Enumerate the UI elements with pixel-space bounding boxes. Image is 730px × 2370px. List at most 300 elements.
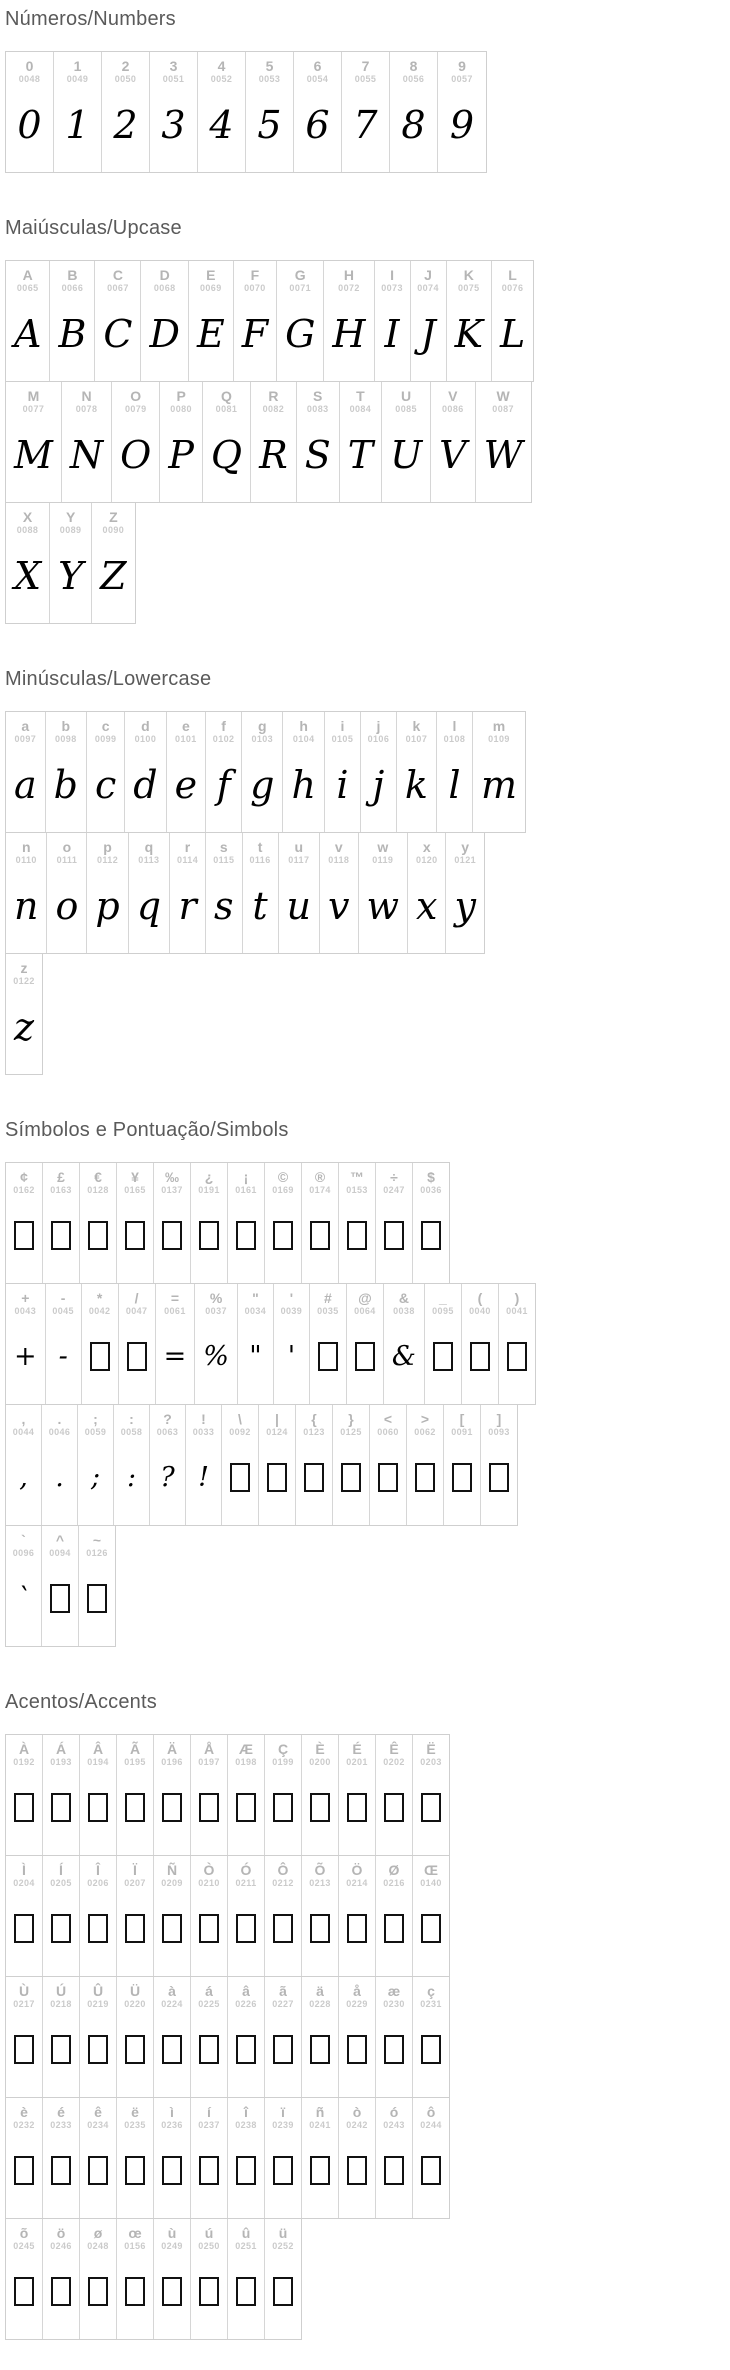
- glyph-cell: [154, 1856, 191, 1976]
- unicode-code-label: 0106: [367, 734, 390, 745]
- unicode-code-label: 0086: [442, 404, 464, 415]
- unicode-code-label: 0048: [18, 74, 41, 85]
- glyph-preview: 0: [17, 102, 42, 147]
- unicode-code-label: 0125: [340, 1427, 362, 1438]
- glyph-preview: =: [163, 1341, 187, 1373]
- glyph-preview: [345, 1197, 369, 1275]
- glyph-preview: [345, 1769, 369, 1847]
- unicode-code-label: 0213: [309, 1878, 331, 1889]
- missing-glyph-box: [310, 2156, 330, 2185]
- character-label: æ: [387, 1983, 401, 1999]
- glyph-preview: C: [103, 311, 133, 356]
- unicode-code-label: 0080: [170, 404, 192, 415]
- missing-glyph-box: [378, 1463, 398, 1492]
- glyph-preview: j: [372, 762, 385, 807]
- character-label: $: [427, 1169, 435, 1185]
- glyph-cell: [6, 1405, 42, 1525]
- glyph-preview: [49, 2132, 73, 2210]
- missing-glyph-box: [14, 1221, 34, 1250]
- glyph-cell: [154, 1735, 191, 1855]
- unicode-code-label: 0119: [372, 855, 394, 866]
- missing-glyph-box: [14, 2035, 34, 2064]
- glyph-preview: s: [214, 883, 234, 928]
- character-label: u: [294, 839, 304, 855]
- character-label: Õ: [314, 1862, 326, 1878]
- glyph-preview: [123, 1890, 147, 1968]
- glyph-cell: [333, 1405, 370, 1525]
- unicode-code-label: 0211: [235, 1878, 257, 1889]
- character-label: Ö: [351, 1862, 363, 1878]
- character-label: ô: [426, 2104, 436, 2120]
- glyph-preview: r: [178, 883, 197, 928]
- unicode-code-label: 0219: [87, 1999, 109, 2010]
- glyph-preview: [308, 1197, 332, 1275]
- glyph-preview: [271, 1769, 295, 1847]
- unicode-code-label: 0162: [13, 1185, 35, 1196]
- unicode-code-label: 0140: [420, 1878, 442, 1889]
- character-label: â: [242, 1983, 250, 1999]
- unicode-code-label: 0191: [198, 1185, 220, 1196]
- glyph-preview: [234, 1197, 258, 1275]
- unicode-code-label: 0043: [14, 1306, 37, 1317]
- glyph-preview: [419, 1890, 443, 1968]
- glyph-preview: 3: [161, 102, 186, 147]
- glyph-preview: t: [252, 883, 268, 928]
- glyph-cell: [198, 52, 246, 172]
- character-label: =: [170, 1290, 180, 1306]
- section-numbers: [5, 8, 730, 173]
- missing-glyph-box: [127, 1342, 147, 1371]
- unicode-code-label: 0200: [309, 1757, 331, 1768]
- glyph-cell: [265, 2098, 302, 2218]
- glyph-cell: [80, 1163, 117, 1283]
- glyph-cell: [189, 261, 234, 381]
- glyph-preview: m: [480, 762, 517, 807]
- missing-glyph-box: [304, 1463, 324, 1492]
- glyph-preview: [160, 2132, 184, 2210]
- missing-glyph-box: [162, 1914, 182, 1943]
- glyph-cell: [80, 1735, 117, 1855]
- missing-glyph-box: [236, 1793, 256, 1822]
- character-label: }: [348, 1411, 354, 1427]
- unicode-code-label: 0202: [383, 1757, 405, 1768]
- unicode-code-label: 0207: [124, 1878, 146, 1889]
- missing-glyph-box: [199, 1914, 219, 1943]
- glyph-preview: [413, 1439, 437, 1517]
- unicode-code-label: 0102: [212, 734, 235, 745]
- unicode-code-label: 0234: [87, 2120, 109, 2131]
- missing-glyph-box: [88, 1793, 108, 1822]
- glyph-preview: [382, 2132, 406, 2210]
- character-label: ™: [350, 1169, 364, 1185]
- glyph-cell: [43, 1735, 80, 1855]
- unicode-code-label: 0053: [258, 74, 281, 85]
- character-label: !: [201, 1411, 206, 1427]
- unicode-code-label: 0112: [96, 855, 119, 866]
- character-label: Z: [109, 509, 118, 525]
- glyph-cell: [80, 2098, 117, 2218]
- unicode-code-label: 0241: [309, 2120, 331, 2131]
- glyph-cell: [370, 1405, 407, 1525]
- character-label: j: [376, 718, 381, 734]
- missing-glyph-box: [341, 1463, 361, 1492]
- section-symbols: [5, 1119, 730, 1647]
- glyph-preview: k: [404, 762, 428, 807]
- character-label: n: [21, 839, 31, 855]
- glyph-cell: [117, 1977, 154, 2097]
- character-label: v: [334, 839, 343, 855]
- glyph-cell: [47, 833, 87, 953]
- glyph-preview: [197, 1197, 221, 1275]
- glyph-cell: [222, 1405, 259, 1525]
- glyph-preview: ?: [160, 1462, 175, 1494]
- unicode-code-label: 0214: [346, 1878, 368, 1889]
- character-label: ÷: [390, 1169, 398, 1185]
- missing-glyph-box: [199, 2156, 219, 2185]
- unicode-code-label: 0199: [272, 1757, 294, 1768]
- character-label: 0: [25, 58, 34, 74]
- character-label: Y: [65, 509, 76, 525]
- glyph-cell: [6, 712, 46, 832]
- missing-glyph-box: [14, 2156, 34, 2185]
- glyph-preview: [12, 2253, 36, 2331]
- glyph-preview: [49, 1890, 73, 1968]
- missing-glyph-box: [162, 1793, 182, 1822]
- glyph-cell: [129, 833, 170, 953]
- unicode-code-label: 0230: [383, 1999, 405, 2010]
- unicode-code-label: 0217: [13, 1999, 35, 2010]
- character-label: t: [257, 839, 263, 855]
- glyph-cell: [302, 1856, 339, 1976]
- character-label: ¿: [204, 1169, 214, 1185]
- section-title-accents: Acentos/Accents: [5, 1691, 157, 1713]
- unicode-code-label: 0063: [156, 1427, 179, 1438]
- glyph-preview: [234, 1890, 258, 1968]
- character-label: X: [22, 509, 33, 525]
- character-label: 6: [313, 58, 322, 74]
- glyph-cell: [6, 52, 54, 172]
- character-label: ©: [277, 1169, 289, 1185]
- glyph-cell: [62, 382, 112, 502]
- glyph-cell: [339, 1735, 376, 1855]
- character-label: `: [21, 1532, 26, 1548]
- glyph-cell: [339, 1856, 376, 1976]
- glyph-cell: [376, 1735, 413, 1855]
- unicode-code-label: 0201: [346, 1757, 368, 1768]
- glyph-preview: [316, 1318, 340, 1396]
- character-label: E: [206, 267, 216, 283]
- glyph-cell: [444, 1405, 481, 1525]
- character-label: #: [324, 1290, 332, 1306]
- unicode-code-label: 0116: [249, 855, 271, 866]
- missing-glyph-box: [51, 1221, 71, 1250]
- glyph-preview: Q: [210, 432, 243, 477]
- character-label: <: [383, 1411, 393, 1427]
- character-label: ": [252, 1290, 259, 1306]
- character-label: 9: [458, 58, 466, 74]
- glyph-preview: -: [58, 1341, 68, 1373]
- character-label: û: [241, 2225, 251, 2241]
- glyph-cell: [339, 2098, 376, 2218]
- glyph-preview: i: [336, 762, 349, 807]
- glyph-cell: [324, 261, 374, 381]
- missing-glyph-box: [199, 1221, 219, 1250]
- missing-glyph-box: [347, 1914, 367, 1943]
- glyph-preview: [382, 1890, 406, 1968]
- character-label: ø: [93, 2225, 103, 2241]
- glyph-preview: [160, 2253, 184, 2331]
- unicode-code-label: 0037: [205, 1306, 227, 1317]
- character-label: ]: [496, 1411, 502, 1427]
- glyph-preview: [271, 1197, 295, 1275]
- glyph-cell: [413, 1977, 449, 2097]
- glyph-cell: [407, 1405, 444, 1525]
- glyph-preview: [197, 2132, 221, 2210]
- unicode-code-label: 0065: [16, 283, 39, 294]
- unicode-code-label: 0153: [346, 1185, 368, 1196]
- missing-glyph-box: [310, 2035, 330, 2064]
- glyph-row: [5, 51, 487, 173]
- glyph-preview: [234, 2132, 258, 2210]
- glyph-preview: `: [16, 1583, 31, 1615]
- glyph-preview: B: [58, 311, 87, 356]
- glyph-preview: 4: [209, 102, 234, 147]
- glyph-cell: [413, 2098, 449, 2218]
- character-label: ò: [352, 2104, 362, 2120]
- glyph-cell: [228, 1163, 265, 1283]
- character-label: å: [353, 1983, 361, 1999]
- glyph-preview: [197, 2253, 221, 2331]
- glyph-preview: [86, 2132, 110, 2210]
- character-label: >: [420, 1411, 430, 1427]
- glyph-preview: [86, 1890, 110, 1968]
- glyph-cell: [206, 712, 242, 832]
- unicode-code-label: 0212: [272, 1878, 294, 1889]
- glyph-cell: [42, 1405, 78, 1525]
- glyph-cell: [234, 261, 277, 381]
- glyph-preview: [308, 1890, 332, 1968]
- glyph-cell: [243, 833, 279, 953]
- character-label: Í: [59, 1862, 63, 1878]
- glyph-preview: [160, 1197, 184, 1275]
- missing-glyph-box: [125, 1793, 145, 1822]
- glyph-cell: [6, 382, 62, 502]
- glyph-cell: [150, 52, 198, 172]
- character-label: g: [257, 718, 267, 734]
- section-title-lowercase: Minúsculas/Lowercase: [5, 668, 212, 690]
- glyph-preview: [353, 1318, 377, 1396]
- character-label: q: [144, 839, 154, 855]
- glyph-cell: [6, 2098, 43, 2218]
- glyph-preview: [88, 1318, 112, 1396]
- character-label: Â: [92, 1741, 104, 1757]
- unicode-code-label: 0103: [251, 734, 274, 745]
- missing-glyph-box: [384, 2156, 404, 2185]
- glyph-cell: [154, 1163, 191, 1283]
- unicode-code-label: 0216: [383, 1878, 405, 1889]
- missing-glyph-box: [88, 1914, 108, 1943]
- glyph-preview: ": [249, 1341, 262, 1373]
- missing-glyph-box: [236, 2277, 256, 2306]
- character-label: ü: [278, 2225, 288, 2241]
- missing-glyph-box: [347, 2156, 367, 2185]
- unicode-code-label: 0128: [87, 1185, 109, 1196]
- character-label: r: [184, 839, 191, 855]
- unicode-code-label: 0228: [309, 1999, 331, 2010]
- glyph-cell: [302, 1163, 339, 1283]
- character-label: 2: [121, 58, 130, 74]
- unicode-code-label: 0056: [402, 74, 425, 85]
- character-label: s: [219, 839, 228, 855]
- glyph-cell: [195, 1284, 238, 1404]
- glyph-preview: [125, 1318, 149, 1396]
- character-label: Ò: [203, 1862, 215, 1878]
- character-label: ¥: [131, 1169, 139, 1185]
- character-label: È: [315, 1741, 325, 1757]
- glyph-cell: [6, 503, 50, 623]
- unicode-code-label: 0165: [124, 1185, 146, 1196]
- glyph-preview: G: [285, 311, 316, 356]
- glyph-preview: [86, 2011, 110, 2089]
- missing-glyph-box: [489, 1463, 509, 1492]
- glyph-cell: [150, 1405, 186, 1525]
- unicode-code-label: 0233: [50, 2120, 72, 2131]
- glyph-cell: [259, 1405, 296, 1525]
- glyph-cell: [228, 1856, 265, 1976]
- glyph-cell: [154, 2098, 191, 2218]
- glyph-cell: [279, 833, 320, 953]
- glyph-cell: [242, 712, 283, 832]
- glyph-preview: [86, 2253, 110, 2331]
- glyph-cell: [117, 1856, 154, 1976]
- glyph-cell: [384, 1284, 425, 1404]
- glyph-preview: g: [250, 762, 275, 807]
- glyph-preview: E: [196, 311, 225, 356]
- character-label: ç: [427, 1983, 435, 1999]
- glyph-cell: [446, 833, 483, 953]
- missing-glyph-box: [125, 2156, 145, 2185]
- unicode-code-label: 0050: [114, 74, 137, 85]
- unicode-code-label: 0108: [443, 734, 466, 745]
- glyph-preview: [234, 2253, 258, 2331]
- character-label: T: [356, 388, 365, 404]
- unicode-code-label: 0036: [420, 1185, 442, 1196]
- character-label: _: [439, 1290, 447, 1306]
- unicode-code-label: 0100: [134, 734, 157, 745]
- unicode-code-label: 0072: [338, 283, 360, 294]
- unicode-code-label: 0091: [451, 1427, 473, 1438]
- unicode-code-label: 0245: [13, 2241, 35, 2252]
- unicode-code-label: 0236: [161, 2120, 183, 2131]
- character-label: 8: [409, 58, 418, 74]
- unicode-code-label: 0110: [15, 855, 37, 866]
- glyph-preview: o: [55, 883, 79, 928]
- unicode-code-label: 0115: [213, 855, 235, 866]
- glyph-cell: [6, 833, 47, 953]
- character-label: ‰: [165, 1169, 179, 1185]
- character-label: à: [168, 1983, 176, 1999]
- glyph-preview: [345, 1890, 369, 1968]
- unicode-code-label: 0066: [61, 283, 84, 294]
- character-label: i: [340, 718, 345, 734]
- character-label: ó: [389, 2104, 399, 2120]
- glyph-cell: [473, 712, 525, 832]
- unicode-code-label: 0248: [87, 2241, 109, 2252]
- unicode-code-label: 0225: [198, 1999, 220, 2010]
- missing-glyph-box: [88, 2277, 108, 2306]
- glyph-cell: [390, 52, 438, 172]
- glyph-cell: [462, 1284, 499, 1404]
- glyph-row: [5, 381, 532, 503]
- glyph-cell: [43, 1163, 80, 1283]
- font-character-map: [5, 8, 730, 2340]
- character-label: M: [27, 388, 40, 404]
- unicode-code-label: 0034: [244, 1306, 267, 1317]
- glyph-preview: [382, 1197, 406, 1275]
- character-label: D: [159, 267, 170, 283]
- unicode-code-label: 0194: [87, 1757, 109, 1768]
- glyph-cell: [112, 382, 160, 502]
- character-label: o: [62, 839, 72, 855]
- unicode-code-label: 0077: [22, 404, 45, 415]
- glyph-cell: [228, 2219, 265, 2339]
- character-label: W: [496, 388, 510, 404]
- character-label: H: [343, 267, 355, 283]
- glyph-preview: [382, 2011, 406, 2089]
- glyph-cell: [6, 2219, 43, 2339]
- glyph-cell: [141, 261, 188, 381]
- glyph-cell: [6, 1163, 43, 1283]
- glyph-cell: [302, 1977, 339, 2097]
- character-label: k: [412, 718, 421, 734]
- glyph-preview: L: [499, 311, 526, 356]
- character-label: P: [176, 388, 186, 404]
- glyph-cell: [411, 261, 447, 381]
- character-label: è: [20, 2104, 28, 2120]
- unicode-code-label: 0206: [87, 1878, 109, 1889]
- glyph-preview: ;: [90, 1462, 101, 1494]
- glyph-preview: K: [454, 311, 483, 356]
- missing-glyph-box: [415, 1463, 435, 1492]
- character-label: ?: [163, 1411, 172, 1427]
- unicode-code-label: 0098: [55, 734, 77, 745]
- glyph-row: [5, 1855, 450, 1977]
- unicode-code-label: 0054: [306, 74, 329, 85]
- glyph-row: [5, 1734, 450, 1856]
- character-label: ï: [281, 2104, 285, 2120]
- glyph-preview: J: [420, 311, 436, 356]
- glyph-cell: [499, 1284, 535, 1404]
- glyph-row: [5, 953, 43, 1075]
- glyph-cell: [117, 2098, 154, 2218]
- glyph-cell: [302, 2098, 339, 2218]
- glyph-cell: [413, 1735, 449, 1855]
- missing-glyph-box: [88, 1221, 108, 1250]
- unicode-code-label: 0057: [451, 74, 473, 85]
- glyph-cell: [265, 1163, 302, 1283]
- unicode-code-label: 0218: [50, 1999, 72, 2010]
- glyph-cell: [339, 1163, 376, 1283]
- glyph-preview: n: [14, 883, 39, 928]
- glyph-preview: P: [168, 432, 194, 477]
- character-label: G: [294, 267, 306, 283]
- character-label: [: [459, 1411, 465, 1427]
- missing-glyph-box: [51, 1793, 71, 1822]
- unicode-code-label: 0114: [176, 855, 199, 866]
- glyph-preview: h: [291, 762, 316, 807]
- unicode-code-label: 0049: [66, 74, 89, 85]
- unicode-code-label: 0224: [161, 1999, 183, 2010]
